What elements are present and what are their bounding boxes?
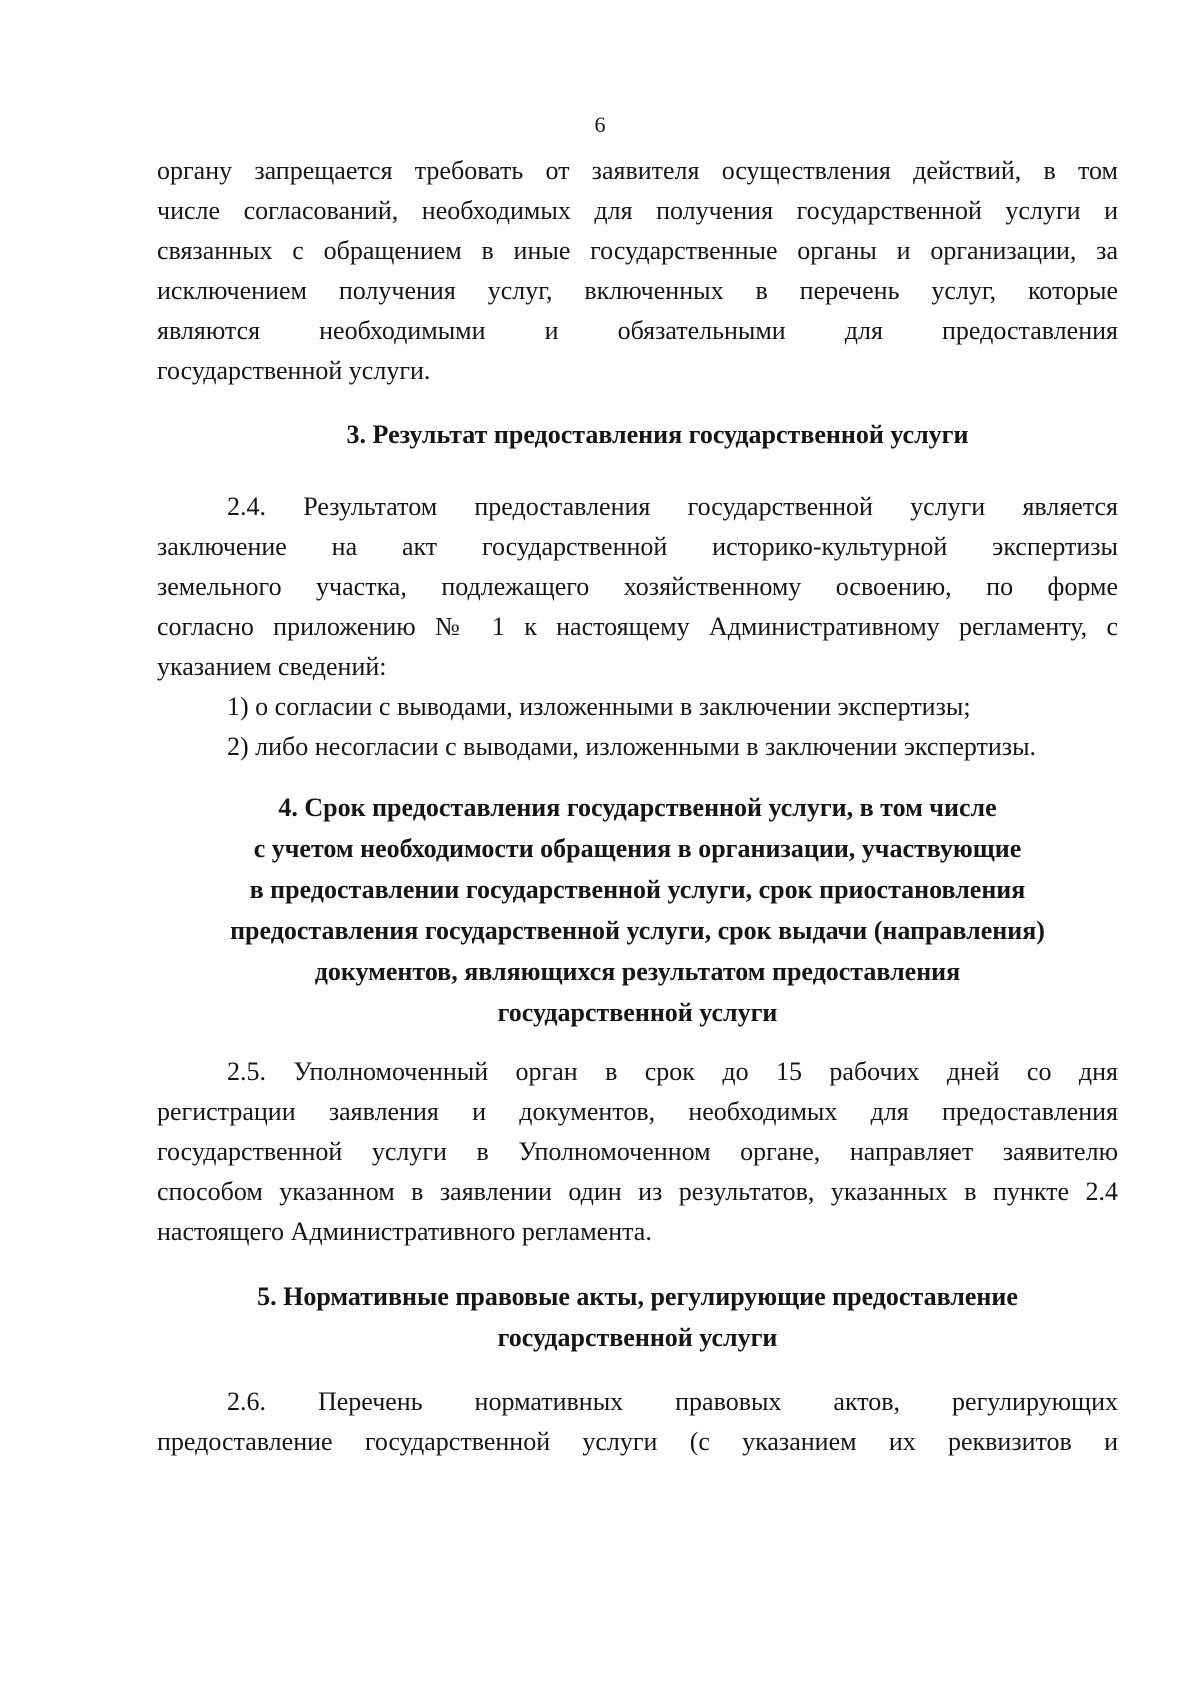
text-line: способом указанном в заявлении один из результатов, указанных в пункте 2.4: [157, 1177, 1118, 1206]
heading-line: в предоставлении государственной услуги, срок приостановления: [249, 875, 1026, 904]
heading-line: государственной услуги: [497, 998, 778, 1027]
text-line: органу запрещается требовать от заявителя осуществления действий, в том: [157, 156, 1118, 185]
paragraph-2-4: [157, 487, 1118, 767]
heading-line: 4. Срок предоставления государственной услуги, в том числе: [278, 793, 997, 822]
section-5-heading: [150, 1276, 1125, 1358]
text-line: земельного участка, подлежащего хозяйственному освоению, по форме: [157, 572, 1118, 601]
paragraph-intro: [157, 151, 1118, 391]
heading-line: документов, являющихся результатом предоставления: [314, 957, 961, 986]
page-number: 6: [594, 112, 606, 137]
heading-line: предоставления государственной услуги, срок выдачи (направления): [230, 916, 1045, 945]
text-line: исключением получения услуг, включенных в перечень услуг, которые: [157, 276, 1118, 305]
text-line: согласно приложению № 1 к настоящему Административному регламенту, с: [157, 612, 1118, 641]
heading-line: с учетом необходимости обращения в организации, участвующие: [253, 834, 1022, 863]
text-line: государственной услуги.: [157, 356, 431, 385]
text-line: настоящего Административного регламента.: [157, 1217, 652, 1246]
text-line: государственной услуги в Уполномоченном органе, направляет заявителю: [157, 1137, 1118, 1166]
text-line: указанием сведений:: [157, 652, 387, 681]
paragraph-2-6: [157, 1382, 1118, 1462]
text-line: 2.6. Перечень нормативных правовых актов, регулирующих: [227, 1387, 1118, 1416]
text-line: заключение на акт государственной историко-культурной экспертизы: [157, 532, 1118, 561]
paragraph-2-5: [157, 1052, 1118, 1252]
list-item: 2) либо несогласии с выводами, изложенными в заключении экспертизы.: [227, 732, 1037, 761]
text-line: 2.5. Уполномоченный орган в срок до 15 рабочих дней со дня: [227, 1057, 1118, 1086]
text-line: регистрации заявления и документов, необходимых для предоставления: [157, 1097, 1118, 1126]
section-4-heading: [150, 787, 1125, 1033]
heading-line: государственной услуги: [497, 1323, 778, 1352]
text-line: числе согласований, необходимых для получения государственной услуги и: [157, 196, 1118, 225]
list-item: 1) о согласии с выводами, изложенными в заключении экспертизы;: [227, 692, 971, 721]
heading-line: 5. Нормативные правовые акты, регулирующие предоставление: [257, 1282, 1018, 1311]
section-3-heading: 3. Результат предоставления государственной услуги: [346, 420, 969, 449]
text-line: связанных с обращением в иные государственные органы и организации, за: [157, 236, 1118, 265]
text-line: 2.4. Результатом предоставления государственной услуги является: [227, 492, 1118, 521]
text-line: предоставление государственной услуги (с указанием их реквизитов и: [157, 1427, 1118, 1456]
text-line: являются необходимыми и обязательными для предоставления: [157, 316, 1118, 345]
